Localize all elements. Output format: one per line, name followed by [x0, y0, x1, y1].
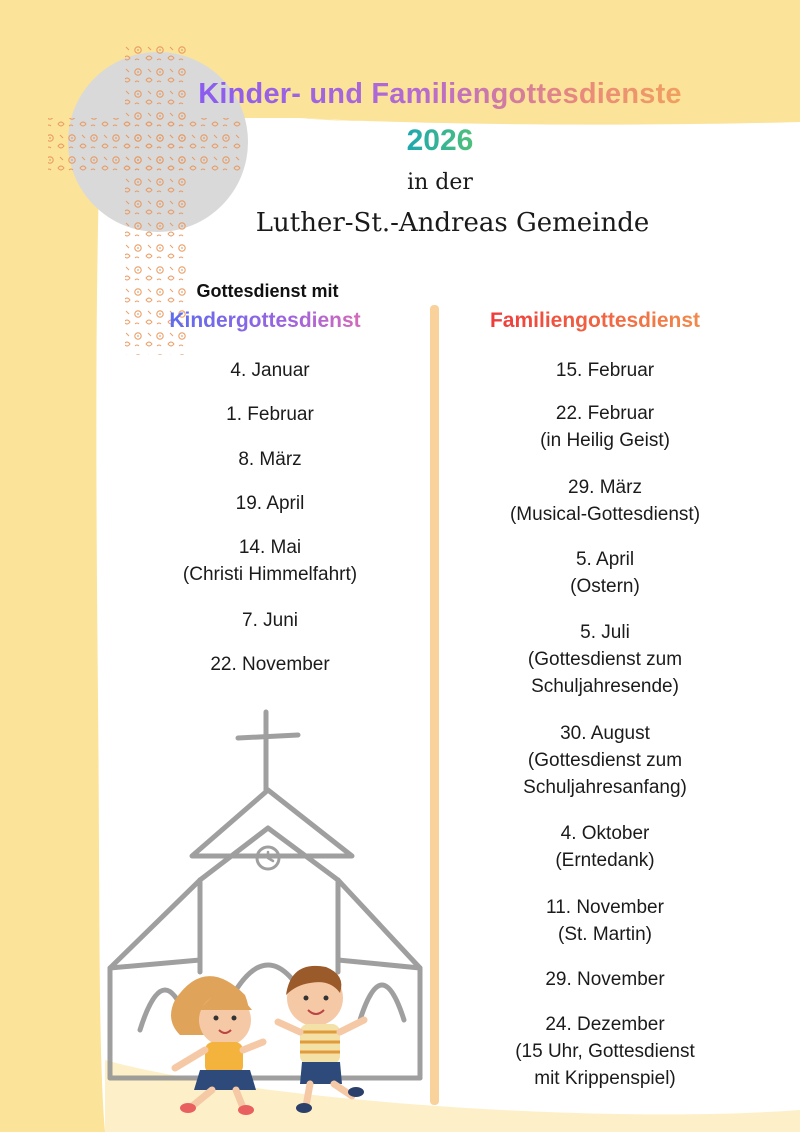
entry-note: (Erntedank) [555, 850, 655, 871]
list-item [470, 820, 740, 874]
list-item [470, 894, 740, 948]
list-item [470, 720, 740, 801]
list-item [140, 357, 400, 384]
entry-date: 11. November [546, 897, 664, 918]
entry-date: 8. März [238, 449, 302, 470]
column-divider [430, 305, 439, 1105]
entry-date: 4. Januar [230, 360, 310, 381]
entry-note-2: Schuljahresende) [531, 676, 679, 697]
entry-note-2: Schuljahresanfang) [523, 777, 687, 798]
entry-note-2: mit Krippenspiel) [534, 1068, 676, 1089]
entry-note: (Gottesdienst zum [527, 750, 683, 771]
list-item [140, 607, 400, 634]
list-item [140, 446, 400, 473]
list-item [470, 400, 740, 454]
list-item [140, 490, 400, 517]
list-item [470, 966, 740, 993]
subtitle-in-der: in der [407, 170, 473, 195]
page-title: Kinder- und Familiengottesdienste [198, 78, 682, 110]
list-item [140, 401, 400, 428]
congregation-name: Luther-St.-Andreas Gemeinde [255, 208, 650, 238]
entry-note: (in Heilig Geist) [540, 430, 670, 451]
entry-note: (Gottesdienst zum [527, 649, 683, 670]
entry-date: 5. April [575, 549, 635, 570]
list-item [470, 1011, 740, 1092]
entry-date: 15. Februar [555, 360, 655, 381]
entry-date: 29. März [568, 477, 642, 498]
right-column-heading: Familiengottesdienst [489, 309, 701, 332]
list-item [470, 546, 740, 600]
left-column-heading-line2: Kindergottesdienst [169, 309, 361, 332]
list-item [140, 651, 400, 678]
entry-date: 14. Mai [238, 537, 302, 558]
entry-note: (Christi Himmelfahrt) [182, 564, 358, 585]
entry-date: 4. Oktober [560, 823, 650, 844]
entry-date: 24. Dezember [545, 1014, 665, 1035]
entry-date: 5. Juli [580, 622, 630, 643]
left-column-heading-line1: Gottesdienst mit [196, 281, 339, 301]
page-year: 2026 [406, 124, 474, 157]
entry-note: (15 Uhr, Gottesdienst [515, 1041, 695, 1062]
list-item [140, 534, 400, 588]
entry-date: 22. Februar [555, 403, 655, 424]
entry-note: (Ostern) [570, 576, 640, 597]
entry-date: 29. November [545, 969, 665, 990]
list-item [470, 619, 740, 700]
list-item [470, 357, 740, 384]
entry-date: 7. Juni [242, 610, 298, 631]
entry-date: 19. April [235, 493, 305, 514]
entry-date: 22. November [210, 654, 330, 675]
list-item [470, 474, 740, 528]
entry-date: 1. Februar [226, 404, 314, 425]
entry-note: (Musical-Gottesdienst) [509, 504, 701, 525]
entry-date: 30. August [560, 723, 650, 744]
entry-note: (St. Martin) [558, 924, 652, 945]
